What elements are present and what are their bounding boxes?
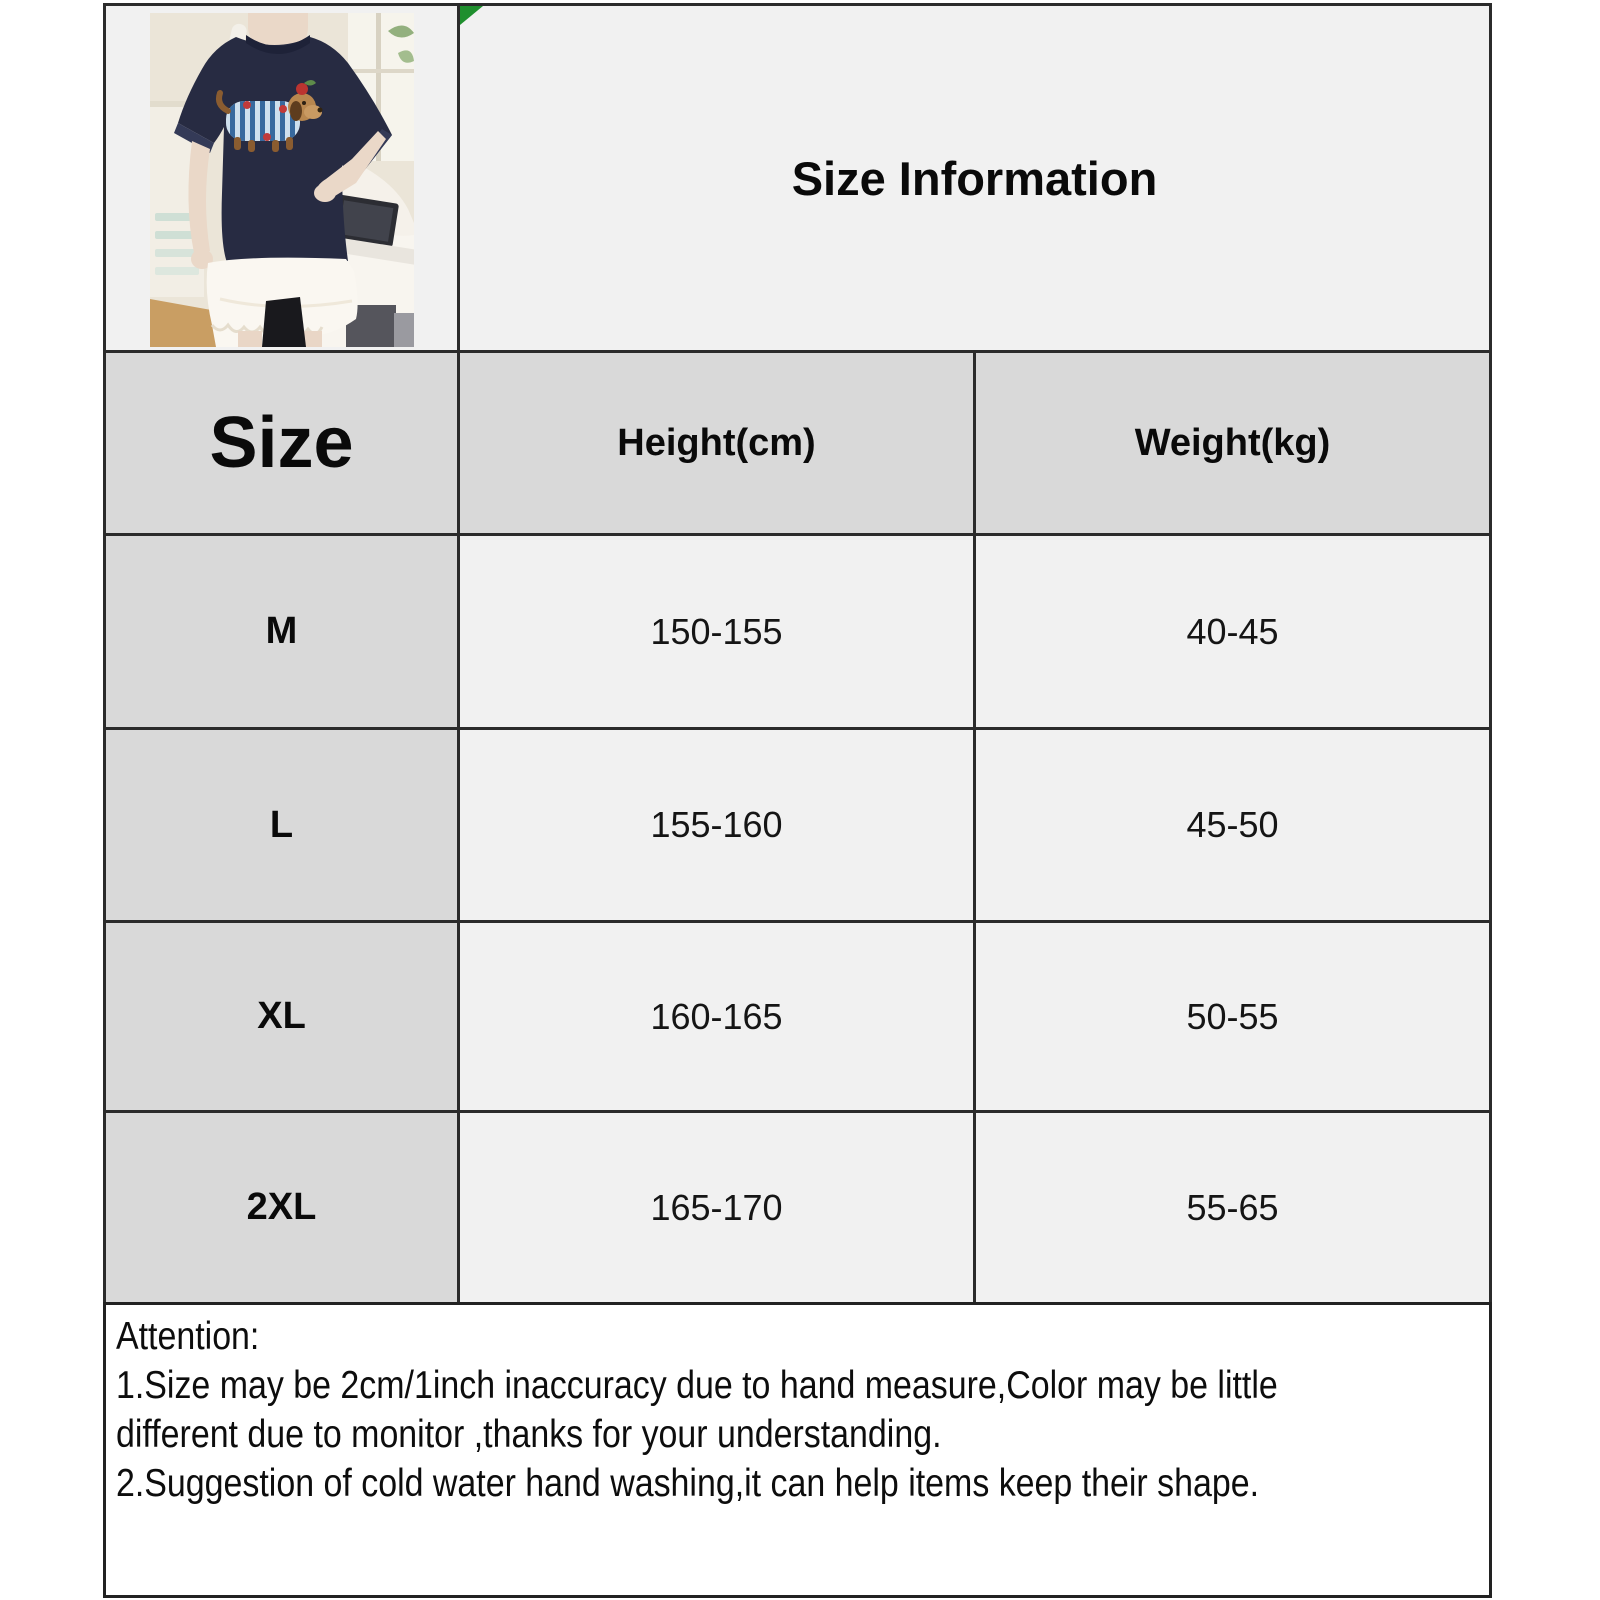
table-header-row (105, 352, 1491, 535)
page-title: Size Information (791, 151, 1158, 205)
column-header-size: Size (105, 352, 459, 535)
product-photo-cell (105, 5, 459, 352)
size-label: L (105, 729, 459, 922)
table-row (105, 729, 1491, 922)
attention-note-line: different due to monitor ,thanks for your understanding. (116, 1413, 942, 1456)
weight-value: 45-50 (975, 729, 1491, 922)
size-label: 2XL (105, 1112, 459, 1304)
attention-note-line: 2.Suggestion of cold water hand washing,it can help items keep their shape. (116, 1462, 1260, 1505)
height-value: 160-165 (459, 922, 975, 1112)
column-header-height: Height(cm) (459, 352, 975, 535)
height-value: 155-160 (459, 729, 975, 922)
table-row (105, 535, 1491, 729)
height-value: 150-155 (459, 535, 975, 729)
green-corner-marker-icon (460, 6, 483, 25)
product-photo (150, 13, 414, 347)
attention-heading: Attention: (116, 1315, 260, 1358)
size-label: XL (105, 922, 459, 1112)
size-label: M (105, 535, 459, 729)
table-row (105, 922, 1491, 1112)
height-value: 165-170 (459, 1112, 975, 1304)
column-header-weight: Weight(kg) (975, 352, 1491, 535)
title-cell (459, 5, 1491, 352)
attention-box (103, 1302, 1492, 1598)
weight-value: 55-65 (975, 1112, 1491, 1304)
weight-value: 40-45 (975, 535, 1491, 729)
table-row (105, 1112, 1491, 1304)
size-table (103, 3, 1492, 1305)
table-row-top (105, 5, 1491, 352)
weight-value: 50-55 (975, 922, 1491, 1112)
attention-note-line: 1.Size may be 2cm/1inch inaccuracy due to hand measure,Color may be little (116, 1364, 1278, 1407)
